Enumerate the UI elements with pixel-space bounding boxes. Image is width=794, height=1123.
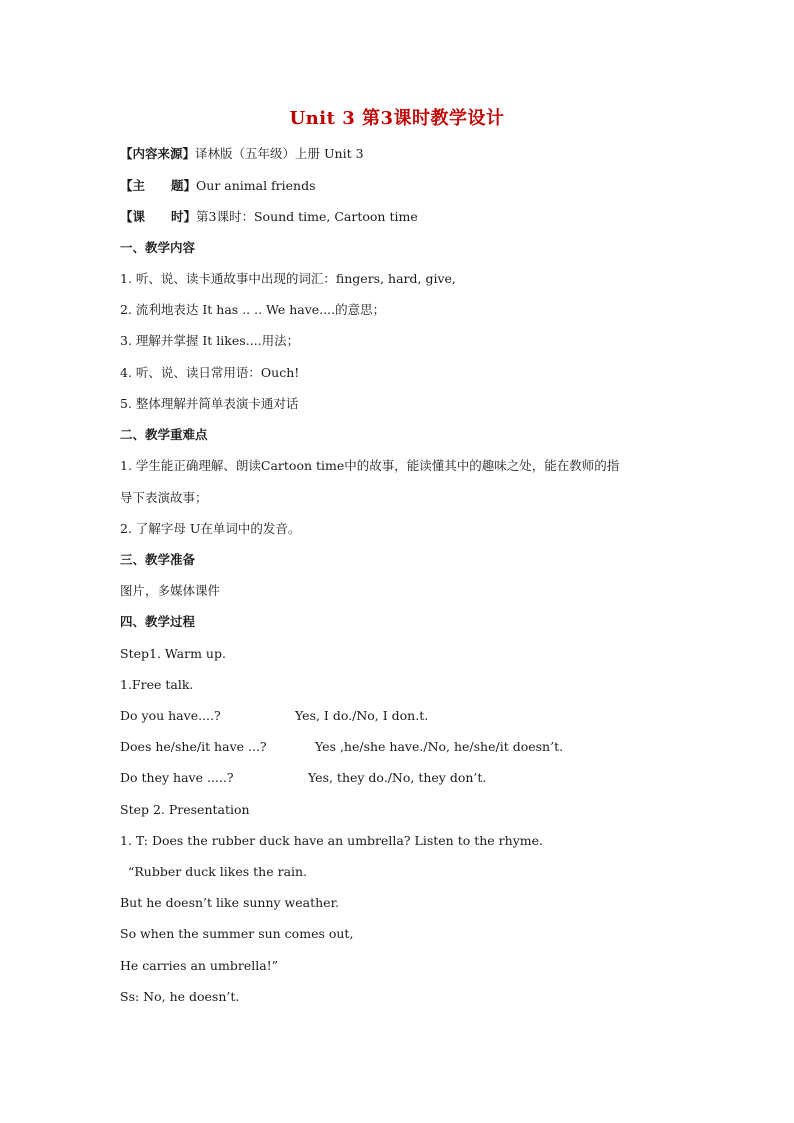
students-line: Ss: No, he doesn’t. [120,989,240,1004]
section3-heading: 三、教学准备 [120,552,196,567]
qa-question-2: Does he/she/it have ...? [120,739,267,754]
section1-item-5: 5. 整体理解并简单表演卡通对话 [120,396,299,411]
rhyme-line-4: He carries an umbrella!” [120,958,279,973]
source-label: 【内容来源】 [120,146,196,161]
section2-item-2: 2. 了解字母 U在单词中的发音。 [120,521,301,536]
qa-row-1 [120,708,428,724]
rhyme-line-1: “Rubber duck likes the rain. [128,864,308,879]
period-label-close: 时】 [171,209,197,224]
rhyme-line-3: So when the summer sun comes out, [120,926,354,941]
free-talk-line: 1.Free talk. [120,677,194,692]
topic-label-open: 【主 [120,178,146,193]
section3-text: 图片，多媒体课件 [120,583,221,598]
teacher-line: 1. T: Does the rubber duck have an umbrella? Listen to the rhyme. [120,833,543,848]
period-value: 第3课时：Sound time, Cartoon time [196,209,418,224]
section1-item-1: 1. 听、说、读卡通故事中出现的词汇：fingers, hard, give, [120,271,456,286]
qa-answer-3: Yes, they do./No, they don’t. [308,770,487,785]
topic-label-close: 题】 [171,178,197,193]
topic-value: Our animal friends [196,178,316,193]
section2-heading: 二、教学重难点 [120,427,208,442]
source-value: 译林版（五年级）上册 Unit 3 [195,146,364,161]
section1-item-2: 2. 流利地表达 It has .. .. We have....的意思； [120,302,386,317]
page-title: Unit 3 第3课时教学设计 [289,108,505,129]
step2-line: Step 2. Presentation [120,802,250,817]
section4-heading: 四、教学过程 [120,614,196,629]
section2-item-1-line-1: 1. 学生能正确理解、朗读Cartoon time中的故事，能读懂其中的趣味之处，能在教师的指 [120,458,620,473]
section1-heading: 一、教学内容 [120,240,196,255]
qa-answer-2: Yes ,he/she have./No, he/she/it doesn’t. [315,739,564,754]
qa-row-2 [120,739,563,755]
meta-topic [120,178,316,194]
section1-item-3: 3. 理解并掌握 It likes....用法； [120,333,300,348]
qa-question-3: Do they have .....? [120,770,234,785]
qa-row-3 [120,770,486,786]
meta-source [120,146,364,162]
step1-line: Step1. Warm up. [120,646,226,661]
period-label-open: 【课 [120,209,146,224]
section2-item-1-line-2: 导下表演故事； [120,490,208,505]
meta-period [120,209,418,225]
section1-item-4: 4. 听、说、读日常用语：Ouch! [120,365,300,380]
qa-answer-1: Yes, I do./No, I don.t. [295,708,429,723]
rhyme-line-2: But he doesn’t like sunny weather. [120,895,340,910]
qa-question-1: Do you have....? [120,708,221,723]
